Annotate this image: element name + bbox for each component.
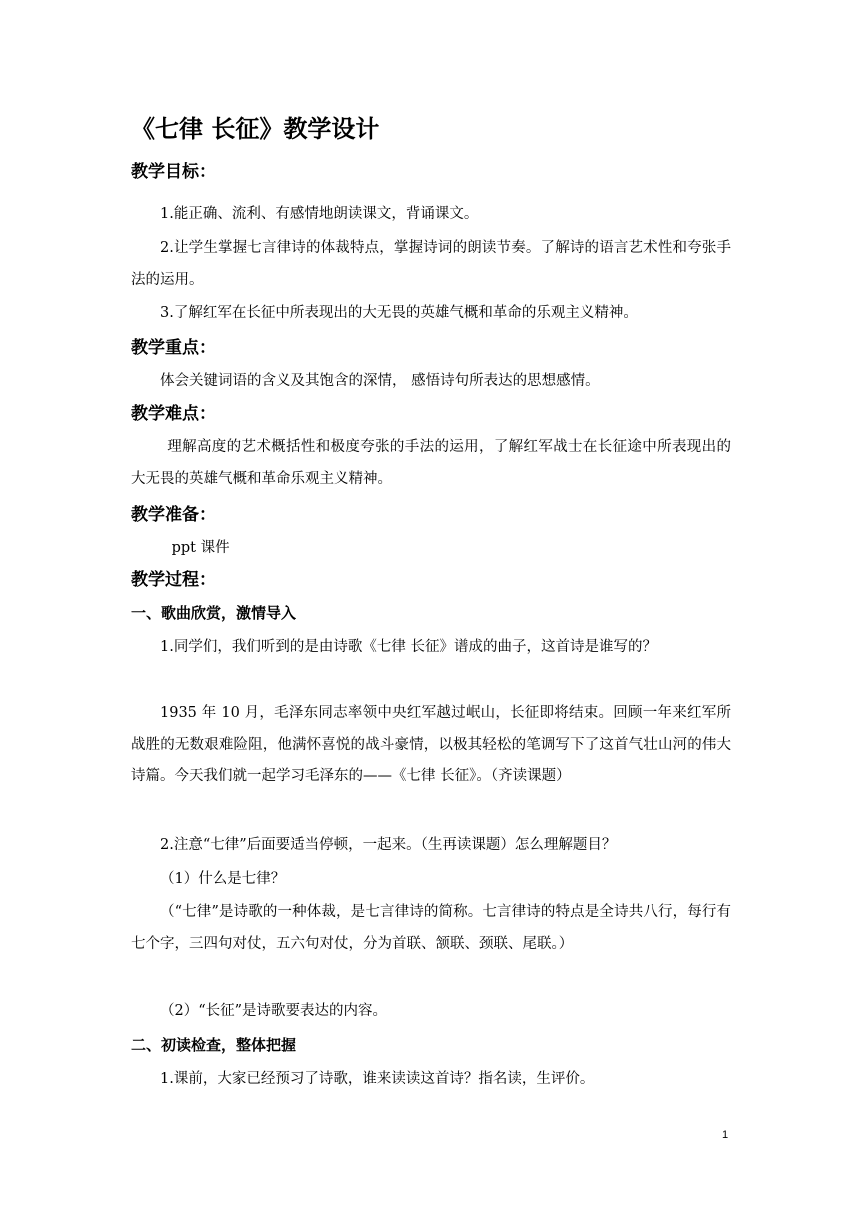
teaching-process-heading: 教学过程： xyxy=(131,570,216,590)
section-1-heading: 一、歌曲欣赏，激情导入 xyxy=(131,604,297,622)
section-1-paragraph-5: （“七律”是诗歌的一种体裁，是七言律诗的简称。七言律诗的特点是全诗共八行，每行有七个字，三四句对仗，五六句对仗，分为首联、颔联、颈联、尾联。） xyxy=(131,904,731,952)
section-1-paragraph-2: 1935 年 10 月，毛泽东同志率领中央红军越过岷山，长征即将结束。回顾一年来红军所战胜的无数艰难险阻，他满怀喜悦的战斗豪情，以极其轻松的笔调写下了这首气壮山河的伟大诗篇。今天我们就一起学习毛泽东的——《七律 长征》。（齐读课题） xyxy=(131,705,731,784)
teaching-goals-heading: 教学目标： xyxy=(131,162,216,182)
section-2-paragraph-1: 1.课前，大家已经预习了诗歌，谁来读读这首诗？指名读，生评价。 xyxy=(160,1071,595,1087)
section-1-paragraph-4: （1）什么是七律？ xyxy=(160,871,286,887)
key-points-text: 体会关键词语的含义及其饱含的深情， 感悟诗句所表达的思想感情。 xyxy=(160,373,600,389)
teaching-difficulties-heading: 教学难点： xyxy=(131,404,216,424)
goal-3: 3.了解红军在长征中所表现出的大无畏的英雄气概和革命的乐观主义精神。 xyxy=(160,305,638,321)
section-2-heading: 二、初读检查，整体把握 xyxy=(131,1036,297,1054)
section-1-paragraph-6: （2）“长征”是诗歌要表达的内容。 xyxy=(160,1003,388,1019)
goal-1: 1.能正确、流利、有感情地朗读课文，背诵课文。 xyxy=(160,206,479,222)
goal-2: 2.让学生掌握七言律诗的体裁特点，掌握诗词的朗读节奏。了解诗的语言艺术性和夸张手法的运用。 xyxy=(131,240,731,288)
section-1-paragraph-1: 1.同学们，我们听到的是由诗歌《七律 长征》谱成的曲子，这首诗是谁写的？ xyxy=(160,639,657,655)
difficulties-text: 理解高度的艺术概括性和极度夸张的手法的运用，了解红军战士在长征途中所表现出的大无畏的英雄气概和革命乐观主义精神。 xyxy=(131,439,731,487)
page-number: 1 xyxy=(722,1129,729,1141)
teaching-key-points-heading: 教学重点： xyxy=(131,338,216,358)
document-title: 《七律 长征》教学设计 xyxy=(131,115,380,143)
section-1-paragraph-3: 2.注意“七律”后面要适当停顿，一起来。（生再读课题）怎么理解题目？ xyxy=(160,837,617,853)
teaching-preparation-heading: 教学准备： xyxy=(131,505,216,525)
preparation-text: ppt 课件 xyxy=(171,540,230,556)
